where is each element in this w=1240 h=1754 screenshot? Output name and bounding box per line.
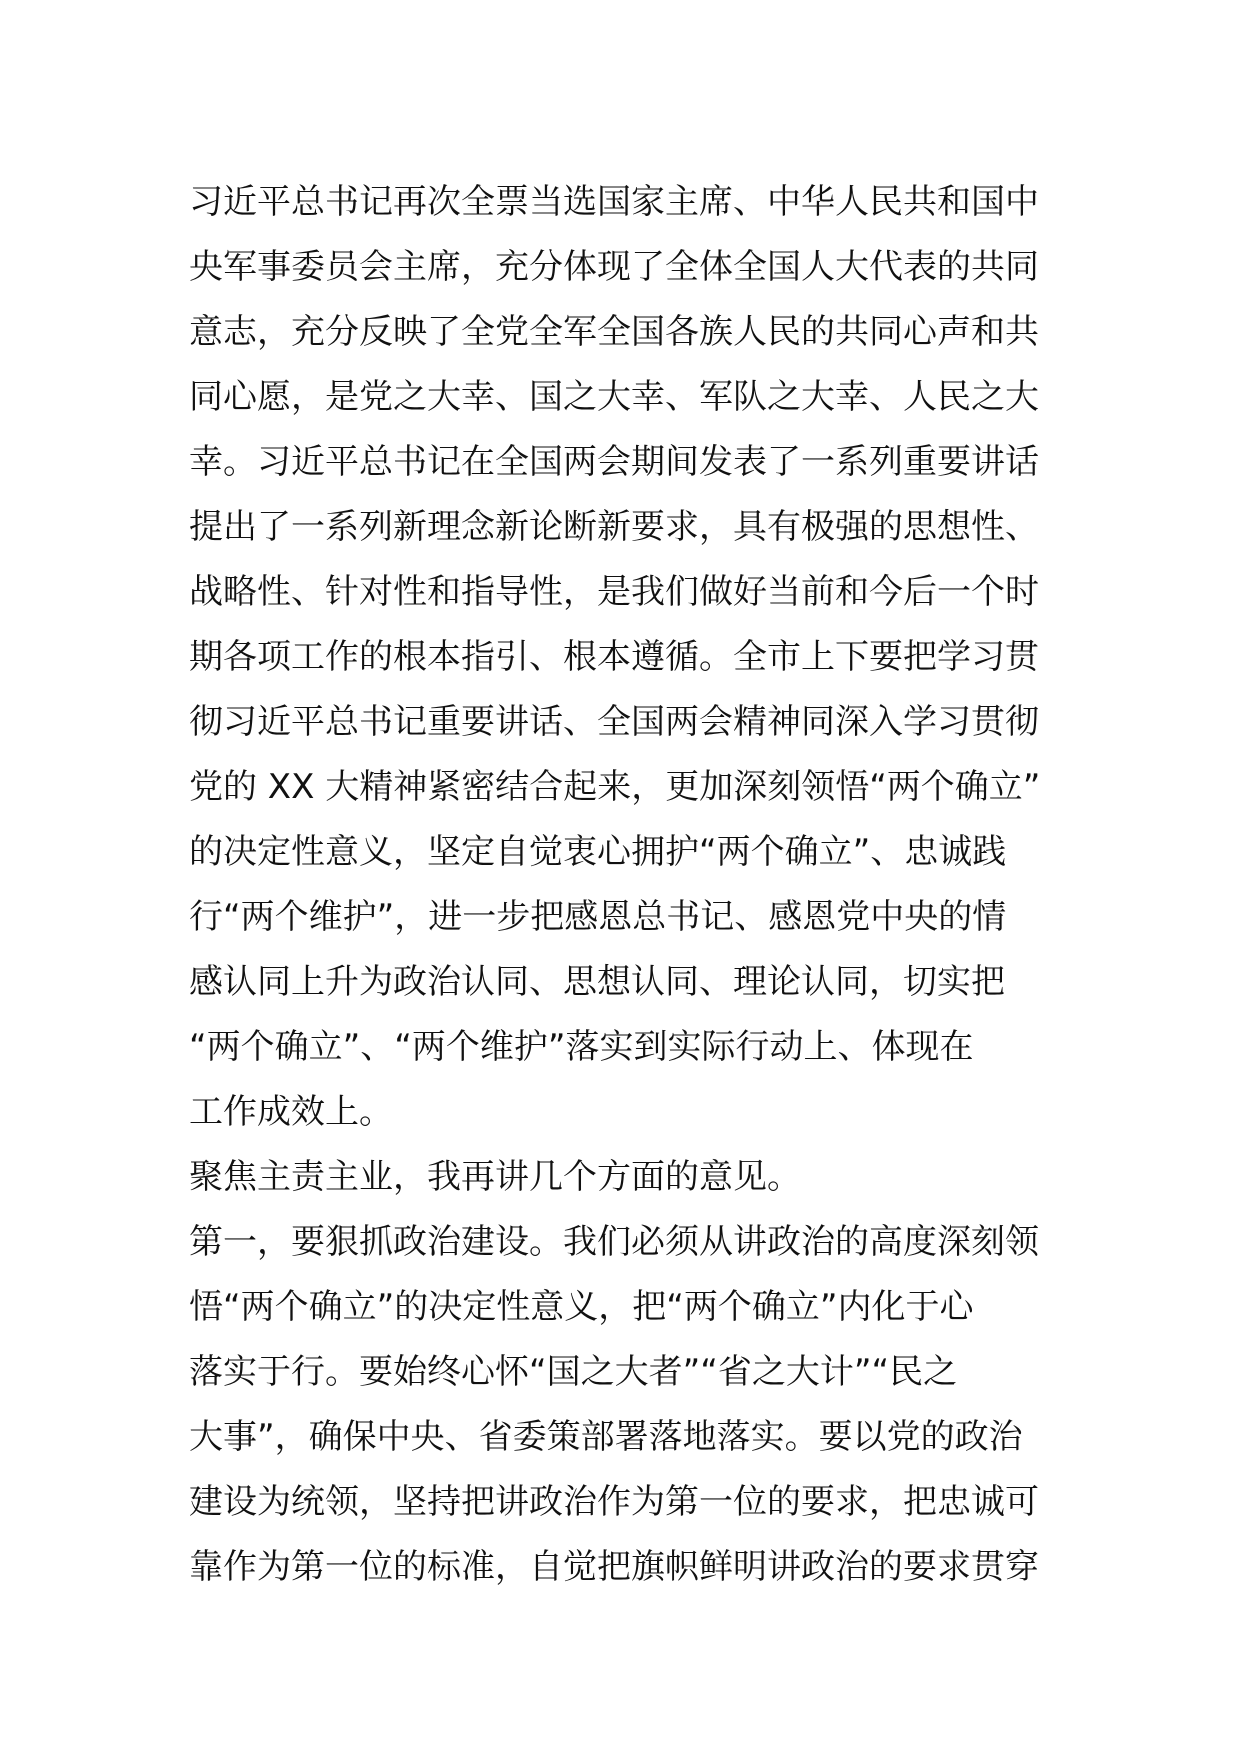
text-line: 幸。习近平总书记在全国两会期间发表了一系列重要讲话 bbox=[189, 442, 1039, 482]
text-line: “两个确立”、“两个维护”落实到实际行动上、体现在 bbox=[189, 1027, 974, 1067]
text-line: 彻习近平总书记重要讲话、全国两会精神同深入学习贯彻 bbox=[189, 702, 1039, 742]
text-line: 提出了一系列新理念新论断新要求，具有极强的思想性、 bbox=[189, 507, 1039, 547]
text-line: 第一，要狠抓政治建设。我们必须从讲政治的高度深刻领 bbox=[189, 1222, 1039, 1262]
text-line: 聚焦主责主业，我再讲几个方面的意见。 bbox=[189, 1157, 801, 1197]
text-line: 央军事委员会主席，充分体现了全体全国人大代表的共同 bbox=[189, 247, 1039, 287]
text-line: 建设为统领，坚持把讲政治作为第一位的要求，把忠诚可 bbox=[189, 1482, 1039, 1522]
text-line: 战略性、针对性和指导性，是我们做好当前和今后一个时 bbox=[189, 572, 1039, 612]
text-line: 党的 XX 大精神紧密结合起来，更加深刻领悟“两个确立” bbox=[189, 767, 1041, 807]
text-line: 同心愿，是党之大幸、国之大幸、军队之大幸、人民之大 bbox=[189, 377, 1039, 417]
text-line: 靠作为第一位的标准，自觉把旗帜鲜明讲政治的要求贯穿 bbox=[189, 1547, 1039, 1587]
text-line: 习近平总书记再次全票当选国家主席、中华人民共和国中 bbox=[189, 182, 1039, 222]
text-line: 大事”，确保中央、省委策部署落地落实。要以党的政治 bbox=[189, 1417, 1023, 1457]
text-line: 意志，充分反映了全党全军全国各族人民的共同心声和共 bbox=[189, 312, 1039, 352]
document-body bbox=[189, 170, 1059, 1600]
text-line: 悟“两个确立”的决定性意义，把“两个确立”内化于心 bbox=[189, 1287, 974, 1327]
text-line: 感认同上升为政治认同、思想认同、理论认同，切实把 bbox=[189, 962, 1005, 1002]
text-line: 期各项工作的根本指引、根本遵循。全市上下要把学习贯 bbox=[189, 637, 1039, 677]
text-line: 工作成效上。 bbox=[189, 1092, 393, 1132]
text-line: 行“两个维护”，进一步把感恩总书记、感恩党中央的情 bbox=[189, 897, 1007, 937]
text-line: 落实于行。要始终心怀“国之大者”“省之大计”“民之 bbox=[189, 1352, 958, 1392]
text-line: 的决定性意义，坚定自觉衷心拥护“两个确立”、忠诚践 bbox=[189, 832, 1007, 872]
